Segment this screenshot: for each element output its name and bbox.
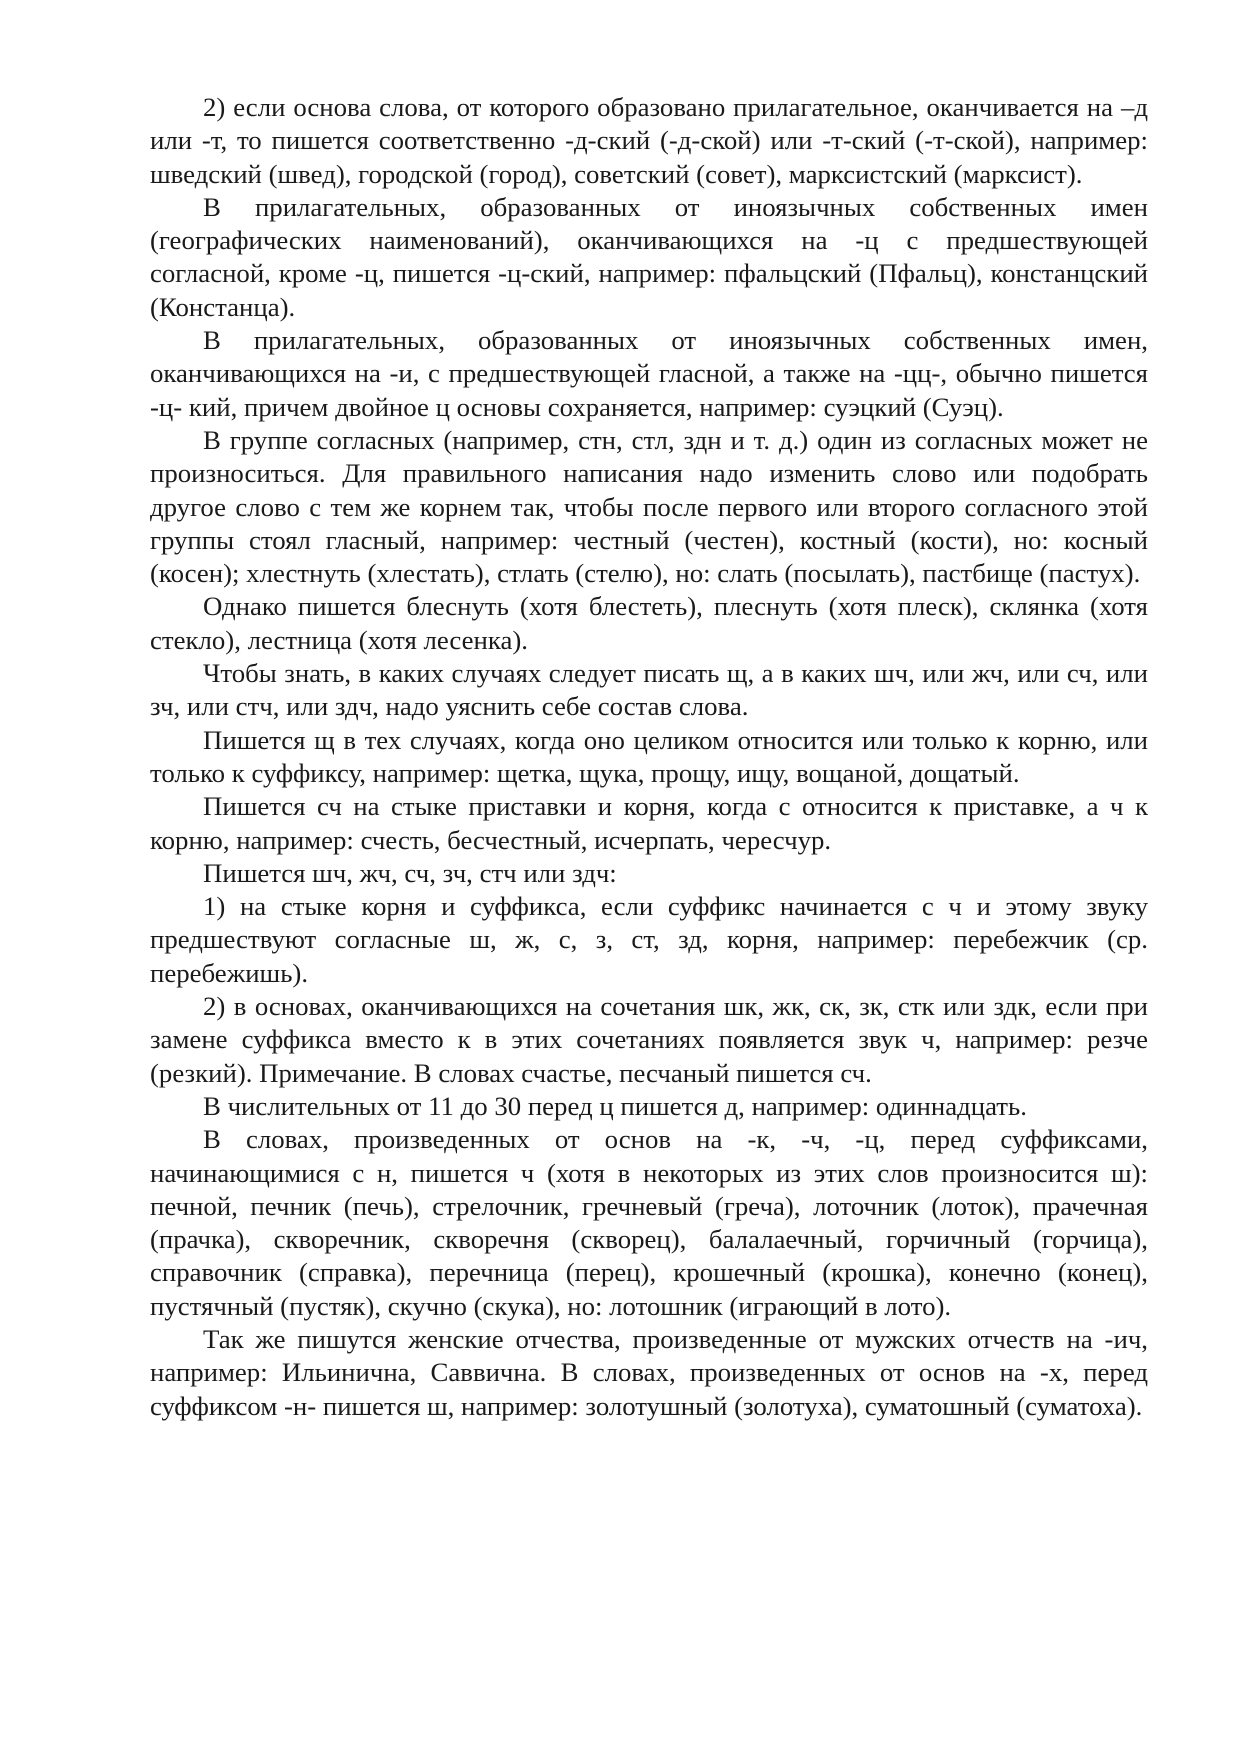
document-body [150,91,1148,1423]
paragraph-11: 2) в основах, оканчивающихся на сочетания шк, жк, ск, зк, стк или здк, если при замене суффикса вместо к в этих сочетаниях появляется звук ч, например: резче (резкий). Примечание. В словах счастье, песчаный пишется сч. [150,991,1148,1088]
paragraph-4: В группе согласных (например, стн, стл, здн и т. д.) один из согласных может не произноситься. Для правильного написания надо изменить слово или подобрать другое слово с тем же корнем так, чтобы после первого или второго согласного этой группы стоял гласный, например: честный (честен), костный (кости), но: косный (косен); хлестнуть (хлестать), стлать (стелю), но: слать (посылать), пастбище (пастух). [150,424,1148,589]
paragraph-1: 2) если основа слова, от которого образовано прилагательное, оканчивается на –д или -т, то пишется соответственно -д-ский (-д-ской) или -т-ский (-т-ской), например: шведский (швед), городской (город), советский (совет), марксистский (марксист). [150,92,1148,189]
paragraph-7: Пишется щ в тех случаях, когда оно целиком относится или только к корню, или только к суффиксу, например: щетка, щука, прощу, ищу, вощаной, дощатый. [150,724,1148,788]
paragraph-13: В словах, произведенных от основ на -к, -ч, -ц, перед суффиксами, начинающимися с н, пишется ч (хотя в некоторых из этих слов произносится ш): печной, печник (печь), стрелочник, гречневый (греча), лоточник (лоток), прачечная (прачка), скворечник, скворечня (скворец), балалаечный, горчичный (горчица), справочник (справка), перечница (перец), крошечный (крошка), конечно (конец), пустячный (пустяк), скучно (скука), но: лотошник (играющий в лото). [150,1124,1148,1321]
paragraph-5: Однако пишется блеснуть (хотя блестеть), плеснуть (хотя плеск), склянка (хотя стекло), лестница (хотя лесенка). [150,591,1148,655]
paragraph-8: Пишется сч на стыке приставки и корня, когда с относится к приставке, а ч к корню, например: счесть, бесчестный, исчерпать, чересчур. [150,791,1148,855]
paragraph-3: В прилагательных, образованных от иноязычных собственных имен, оканчивающихся на -и, с предшествующей гласной, а также на -цц-, обычно пишется -ц- кий, причем двойное ц основы сохраняется, например: суэцкий (Суэц). [150,325,1148,422]
paragraph-6: Чтобы знать, в каких случаях следует писать щ, а в каких шч, или жч, или сч, или зч, или стч, или здч, надо уяснить себе состав слова. [150,658,1148,722]
paragraph-9: Пишется шч, жч, сч, зч, стч или здч: [203,857,617,888]
paragraph-10: 1) на стыке корня и суффикса, если суффикс начинается с ч и этому звуку предшествуют согласные ш, ж, с, з, ст, зд, корня, например: перебежчик (ср. перебежишь). [150,891,1148,988]
paragraph-14: Так же пишутся женские отчества, произведенные от мужских отчеств на -ич, например: Ильинична, Саввична. В словах, произведенных от основ на -х, перед суффиксом -н- пишется ш, например: золотушный (золотуха), суматошный (суматоха). [150,1323,1148,1421]
paragraph-2: В прилагательных, образованных от иноязычных собственных имен (географических наименований), оканчивающихся на -ц с предшествующей согласной, кроме -ц, пишется -ц-ский, например: пфальцский (Пфальц), констанцский (Констанца). [150,191,1148,322]
paragraph-12: В числительных от 11 до 30 перед ц пишется д, например: одиннадцать. [203,1090,1027,1121]
